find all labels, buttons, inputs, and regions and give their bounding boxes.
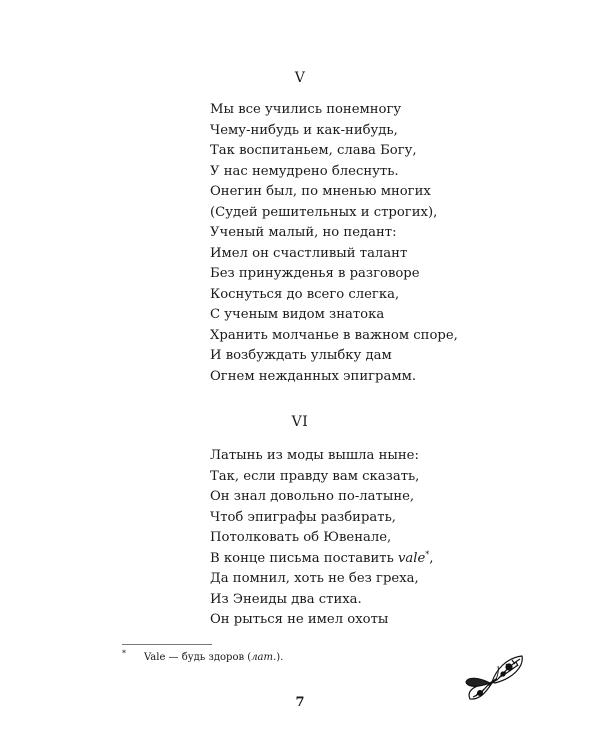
verse-line: Так, если правду вам сказать, [210, 468, 420, 484]
stanza-vi-lines [210, 446, 434, 631]
verse-line-punct: , [429, 550, 434, 566]
footnote-divider [122, 644, 212, 645]
stanza-number-v: V [294, 70, 306, 86]
footnote-reference: * [425, 549, 430, 559]
verse-line: Огнем нежданных эпиграмм. [210, 368, 417, 384]
footnote-body: Vale — будь здоров ( [144, 652, 252, 663]
verse-line: Имел он счастливый талант [210, 245, 408, 261]
stanza-v-lines [210, 100, 458, 387]
latin-word: vale [397, 550, 426, 566]
footnote-abbrev: лат. [251, 652, 277, 663]
verse-line: Чтоб эпиграфы разбирать, [210, 509, 396, 525]
footnote-close: ). [276, 652, 284, 663]
verse-line: Он рыться не имел охоты [210, 612, 389, 627]
verse-line: Он знал довольно по-латыне, [210, 489, 415, 504]
verse-line: Хранить молчанье в важном споре, [210, 327, 458, 343]
verse-line: Без принужденья в разговоре [210, 266, 420, 281]
verse-line-text: В конце письма поставить [210, 550, 398, 566]
verse-line: Из Энеиды два стиха. [210, 591, 362, 607]
verse-line: (Судей решительных и строгих), [210, 204, 438, 220]
verse-line: Латынь из моды вышла ныне: [210, 448, 419, 463]
verse-line: Онегин был, по мненью многих [210, 184, 431, 199]
verse-line: Коснуться до всего слегка, [210, 286, 400, 302]
verse-line-with-note [210, 549, 434, 570]
verse-line: Потолковать об Ювенале, [210, 530, 392, 545]
verse-line: Да помнил, хоть не без греха, [210, 571, 419, 586]
footnote-mark: * [122, 649, 126, 658]
verse-line: У нас немудрено блеснуть. [210, 163, 399, 179]
verse-line: Ученый малый, но педант: [210, 225, 397, 240]
verse-line: Чему-нибудь и как-нибудь, [210, 122, 398, 138]
footnote-text [144, 652, 283, 663]
verse-line: С ученым видом знатока [210, 307, 385, 322]
verse-line: И возбуждать улыбку дам [210, 348, 392, 363]
verse-line: Так воспитаньем, слава Богу, [210, 143, 417, 158]
stanza-number-vi: VI [291, 414, 309, 430]
page-number: 7 [295, 695, 305, 710]
verse-line: Мы все учились понемногу [210, 102, 402, 117]
